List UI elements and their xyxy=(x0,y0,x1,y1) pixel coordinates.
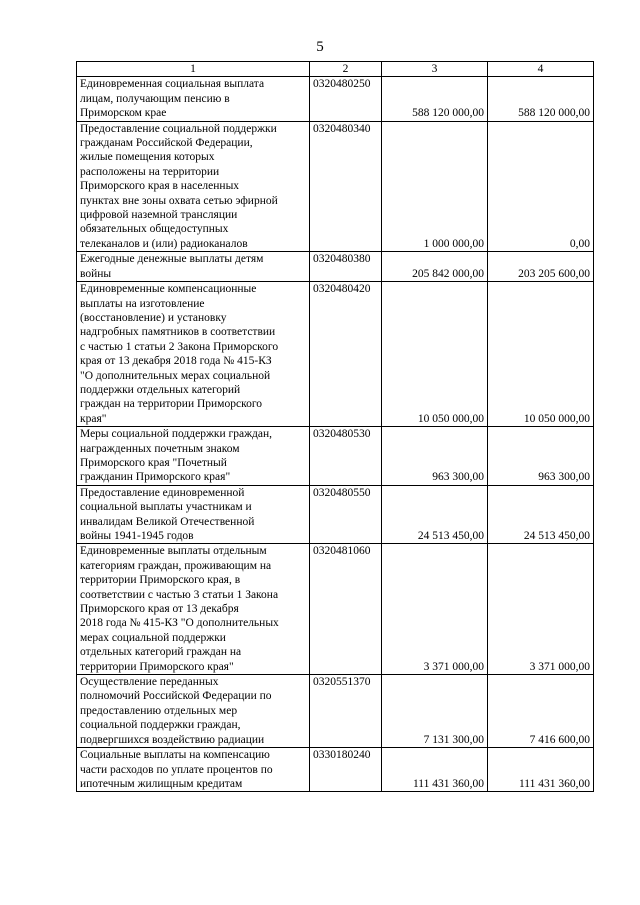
row-amount-col3: 24 513 450,00 xyxy=(382,485,488,544)
table-row xyxy=(77,282,594,427)
row-amount-col3: 111 431 360,00 xyxy=(382,748,488,792)
table-row xyxy=(77,485,594,544)
table-row xyxy=(77,121,594,252)
row-name: Единовременные выплаты отдельным категориям граждан, проживающим на территории Приморского края, в соответствии с частью 3 статьи 1 Закона Приморского края от 13 декабря 2018 года № 415-КЗ "О дополнительных мерах социальной поддержки отдельных категорий граждан на территории Приморского края" xyxy=(77,544,310,675)
header-col-2: 2 xyxy=(310,62,382,77)
header-col-3: 3 xyxy=(382,62,488,77)
row-amount-col3: 205 842 000,00 xyxy=(382,252,488,282)
table-row xyxy=(77,748,594,792)
row-amount-col4: 588 120 000,00 xyxy=(488,77,594,121)
header-row xyxy=(77,62,594,77)
row-code: 0330180240 xyxy=(310,748,382,792)
table-row xyxy=(77,77,594,121)
row-code: 0320480530 xyxy=(310,427,382,486)
row-name: Единовременная социальная выплата лицам, получающим пенсию в Приморском крае xyxy=(77,77,310,121)
row-amount-col3: 3 371 000,00 xyxy=(382,544,488,675)
row-name: Предоставление социальной поддержки гражданам Российской Федерации, жилые помещения которых расположены на территории Приморского края в населенных пунктах вне зоны охвата сетью эфирной цифровой наземной трансляции обязательных общедоступных телеканалов и (или) радиоканалов xyxy=(77,121,310,252)
row-amount-col4: 10 050 000,00 xyxy=(488,282,594,427)
row-amount-col4: 203 205 600,00 xyxy=(488,252,594,282)
row-amount-col3: 588 120 000,00 xyxy=(382,77,488,121)
row-code: 0320480420 xyxy=(310,282,382,427)
row-amount-col3: 7 131 300,00 xyxy=(382,675,488,748)
page-number: 5 xyxy=(316,39,324,55)
header-col-1: 1 xyxy=(77,62,310,77)
row-amount-col3: 10 050 000,00 xyxy=(382,282,488,427)
row-amount-col4: 24 513 450,00 xyxy=(488,485,594,544)
row-code: 0320551370 xyxy=(310,675,382,748)
table-row xyxy=(77,252,594,282)
row-name: Единовременные компенсационные выплаты на изготовление (восстановление) и установку надгробных памятников в соответствии с частью 1 статьи 2 Закона Приморского края от 13 декабря 2018 года № 415-КЗ "О дополнительных мерах социальной поддержки отдельных категорий граждан на территории Приморского края" xyxy=(77,282,310,427)
table-row xyxy=(77,544,594,675)
table-header xyxy=(77,62,594,77)
row-name: Меры социальной поддержки граждан, награжденных почетным знаком Приморского края "Почетный гражданин Приморского края" xyxy=(77,427,310,486)
row-name: Ежегодные денежные выплаты детям войны xyxy=(77,252,310,282)
row-amount-col4: 3 371 000,00 xyxy=(488,544,594,675)
row-code: 0320480340 xyxy=(310,121,382,252)
row-amount-col3: 963 300,00 xyxy=(382,427,488,486)
row-amount-col4: 0,00 xyxy=(488,121,594,252)
budget-table xyxy=(76,61,594,792)
row-amount-col4: 963 300,00 xyxy=(488,427,594,486)
table-row xyxy=(77,675,594,748)
row-amount-col4: 111 431 360,00 xyxy=(488,748,594,792)
row-amount-col3: 1 000 000,00 xyxy=(382,121,488,252)
row-code: 0320480250 xyxy=(310,77,382,121)
table-body xyxy=(77,77,594,792)
row-name: Осуществление переданных полномочий Российской Федерации по предоставлению отдельных мер социальной поддержки граждан, подвергшихся воздействию радиации xyxy=(77,675,310,748)
header-col-4: 4 xyxy=(488,62,594,77)
row-amount-col4: 7 416 600,00 xyxy=(488,675,594,748)
table-row xyxy=(77,427,594,486)
row-name: Социальные выплаты на компенсацию части расходов по уплате процентов по ипотечным жилищным кредитам xyxy=(77,748,310,792)
row-code: 0320480380 xyxy=(310,252,382,282)
row-code: 0320481060 xyxy=(310,544,382,675)
row-code: 0320480550 xyxy=(310,485,382,544)
row-name: Предоставление единовременной социальной выплаты участникам и инвалидам Великой Отечественной войны 1941-1945 годов xyxy=(77,485,310,544)
